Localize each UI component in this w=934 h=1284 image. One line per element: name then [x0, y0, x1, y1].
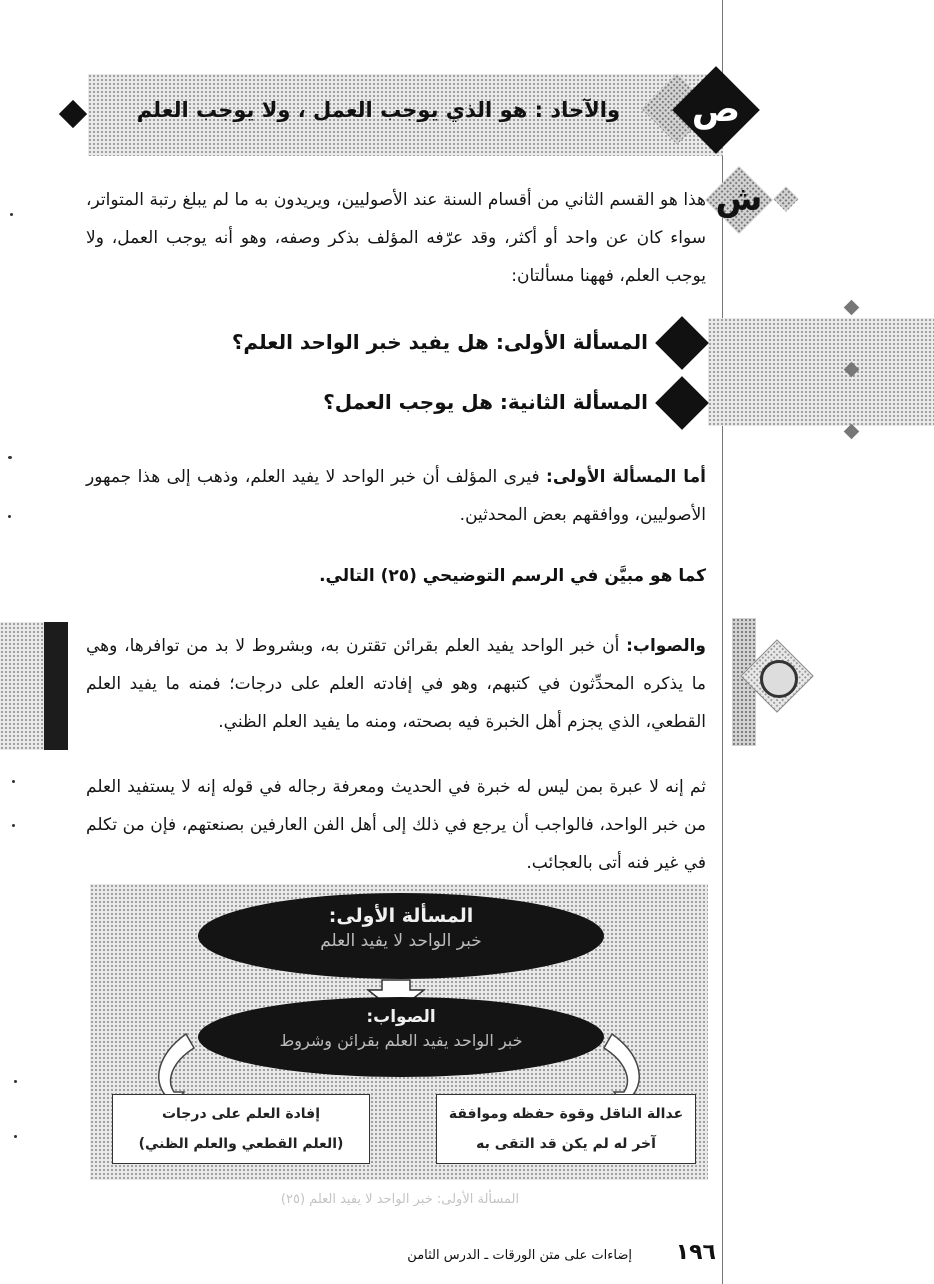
scan-speck — [14, 1135, 17, 1138]
diagram-middle-text: خبر الواحد يفيد العلم بقرائن وشروط — [279, 1031, 523, 1050]
scan-speck — [8, 456, 12, 459]
header-title: والآحاد : هو الذي يوجب العمل ، ولا يوجب العلم — [136, 98, 620, 122]
issue-2-diamond — [655, 376, 709, 430]
header-left-diamond — [59, 100, 87, 128]
scan-speck — [12, 780, 15, 783]
diagram-middle-title: الصواب: — [366, 1007, 436, 1027]
diagram-caption: المسألة الأولى: خبر الواحد لا يفيد العلم (٢٥) — [280, 1192, 520, 1207]
correct-view-lead: والصواب: — [626, 636, 706, 656]
first-issue-text: فيرى المؤلف أن خبر الواحد لا يفيد العلم، وذهب إلى هذا جمهور الأصوليين، ووافقهم بعض المحدثين. — [86, 467, 706, 525]
diagram-right-box — [436, 1094, 696, 1164]
left-box-line-1: إفادة العلم على درجات — [161, 1106, 321, 1122]
closing-paragraph: ثم إنه لا عبرة بمن ليس له خبرة في الحديث ومعرفة رجاله في قوله إنه لا يستفيد العلم من خبر الواحد، فالواجب أن يرجع في ذلك إلى أهل الفن العارفين بصنعتهم، فإن من تكلم في غير فنه أتى بالعجائب. — [86, 777, 706, 873]
right-box-line-1: عدالة الناقل وقوة حفظه وموافقة — [448, 1106, 684, 1122]
scan-speck — [12, 824, 15, 827]
scan-speck — [10, 213, 13, 216]
diagram-middle-ellipse — [198, 997, 604, 1077]
diagram-top-text: خبر الواحد لا يفيد العلم — [320, 931, 482, 951]
left-box-line-2: (العلم القطعي والعلم الظني) — [138, 1136, 344, 1152]
issues-margin-band — [708, 318, 934, 426]
issue-marker-top — [844, 300, 860, 316]
correct-margin-band-left — [0, 622, 48, 750]
issue-1: المسألة الأولى: هل يفيد خبر الواحد العلم؟ — [231, 330, 648, 354]
first-issue-paragraph — [86, 458, 706, 534]
scan-speck — [14, 1080, 17, 1083]
issue-1-diamond — [655, 316, 709, 370]
correct-view-paragraph — [86, 627, 706, 741]
diagram-left-box — [112, 1094, 370, 1164]
scan-speck — [8, 515, 11, 518]
issue-marker-bottom — [844, 424, 860, 440]
explanation-badge-shadow — [773, 186, 798, 211]
diagram-top-title: المسألة الأولى: — [328, 905, 474, 927]
right-box-line-2: آخر له لم يكن قد التقى به — [476, 1136, 656, 1152]
first-issue-lead: أما المسألة الأولى: — [546, 467, 706, 487]
diagram-reference: كما هو مبيَّن في الرسم التوضيحي (٢٥) التالي. — [319, 566, 706, 586]
explanation-badge-letter: ش — [715, 179, 763, 219]
correct-margin-bar-left — [44, 622, 68, 750]
issue-2: المسألة الثانية: هل يوجب العمل؟ — [323, 390, 648, 414]
intro-paragraph: هذا هو القسم الثاني من أقسام السنة عند الأصوليين، ويريدون به ما لم يبلغ رتبة المتواتر، سواء كان عن واحد أو أكثر، وقد عرّفه المؤلف بذكر وصفه، وهو أنه يوجب العمل، ولا يوجب العلم، فههنا مسألتان: — [86, 190, 706, 286]
header-badge-letter: ص — [691, 89, 741, 130]
page-number: ١٩٦ — [675, 1240, 716, 1265]
correct-icon-glyph — [760, 660, 798, 698]
correct-view-text: أن خبر الواحد يفيد العلم بقرائن تقترن به، وبشروط لا بد من توافرها، وهي ما يذكره المحدِّثون في كتبهم، وهو في إفادته العلم على درجات؛ فمنه ما يفيد العلم القطعي، الذي يجزم أهل الخبرة فيه بصحته، ومنه ما يفيد العلم الظني. — [86, 636, 706, 732]
footer-book-title: إضاءات على متن الورقات ـ الدرس الثامن — [407, 1248, 632, 1263]
